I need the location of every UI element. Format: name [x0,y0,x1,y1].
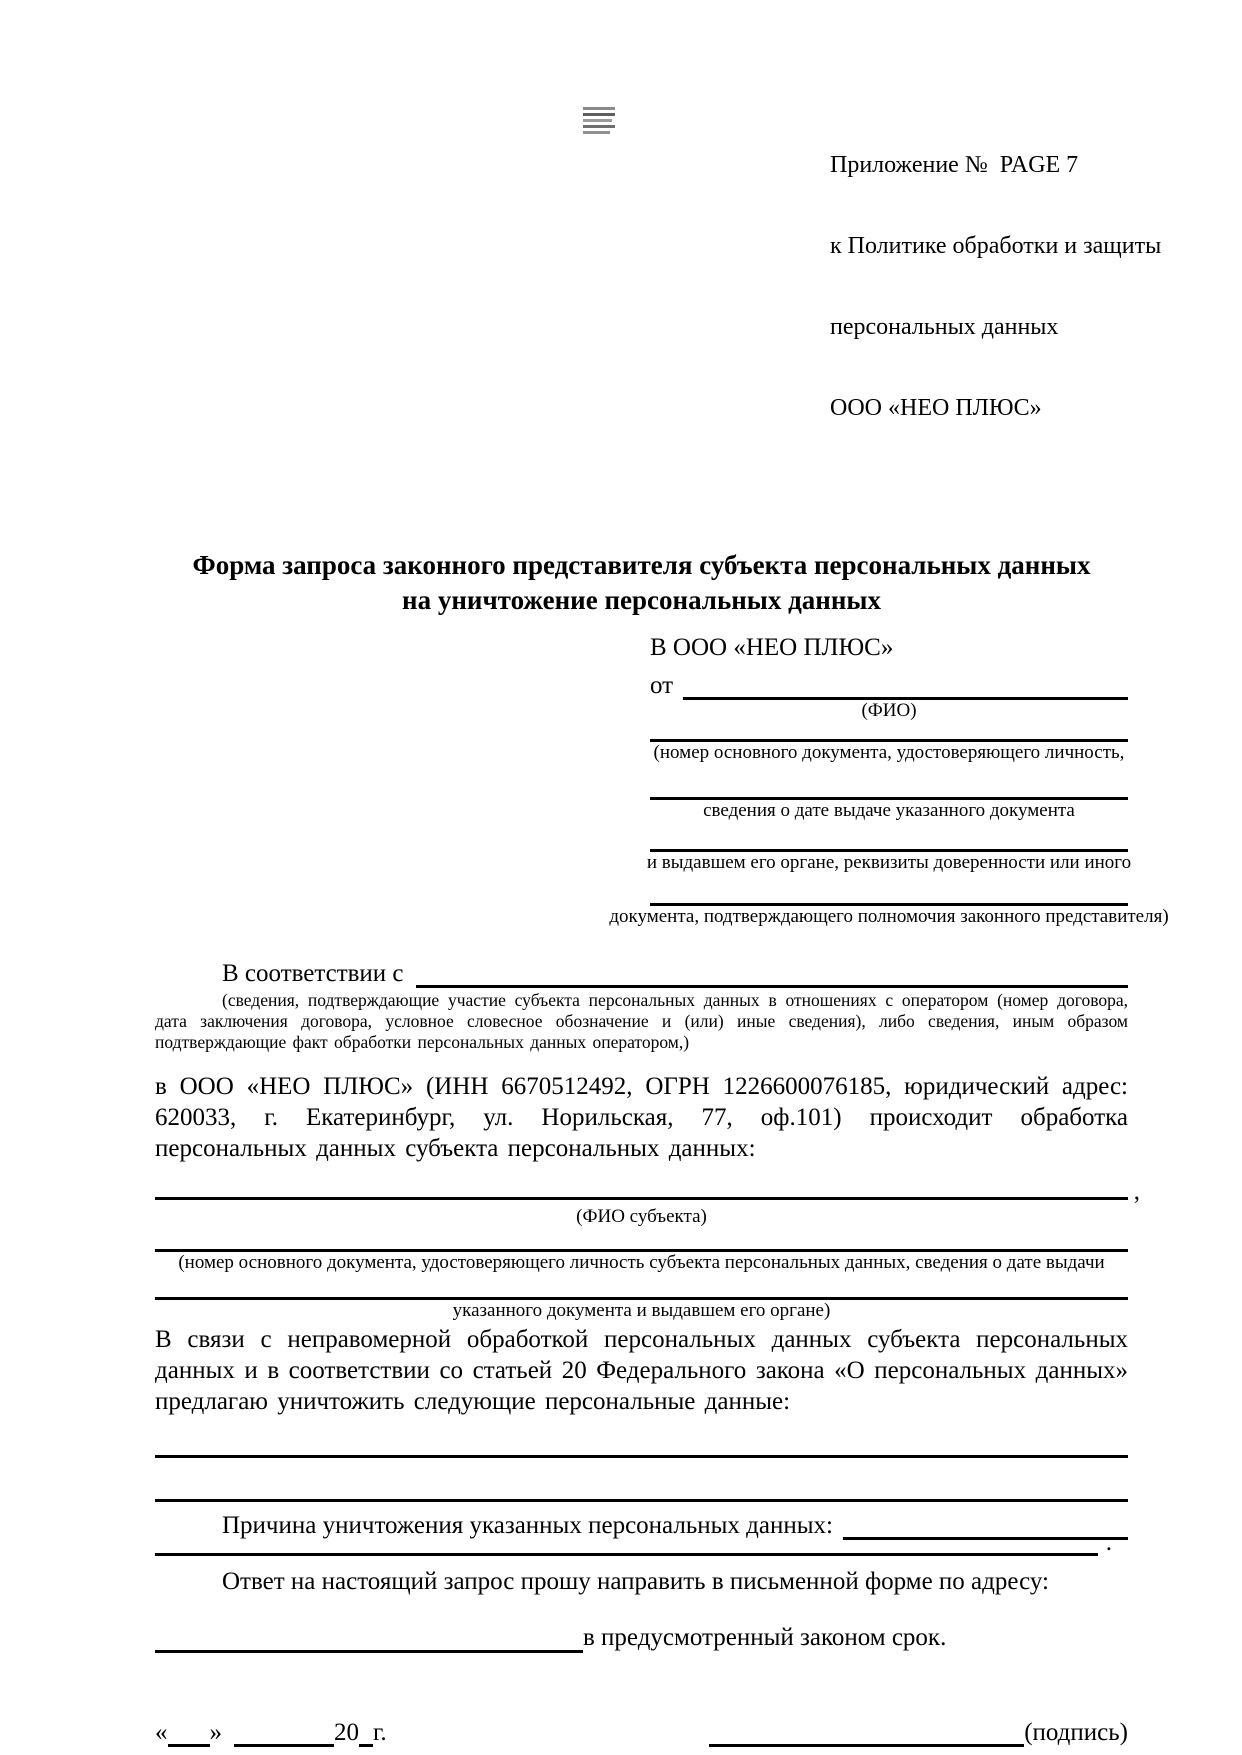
accordance-footnote: (сведения, подтверждающие участие субъекта персональных данных в отношениях с оператором (номер договора, дата заключения договора, условное словесное обозначение и (или) иные сведения), либо сведения, иным образом подтверждающие факт обработки персональных данных оператором,) [155,990,1128,1052]
subject-doc-authority-blank-line [155,1274,1128,1300]
signature-caption: (подпись) [1024,1718,1128,1746]
year-suffix: г. [373,1718,387,1746]
reason-end-period: . [1105,1528,1112,1556]
accordance-row [155,956,1128,988]
accordance-blank-line [416,953,1128,988]
representative-doc-authority-blank-line [650,822,1128,852]
signature-row [155,1713,1128,1747]
caption-issue-date: сведения о дате выдаче указанного документа [703,800,1075,821]
reply-address-blank-line [155,1624,583,1653]
operator-paragraph: в ООО «НЕО ПЛЮС» (ИНН 6670512492, ОГРН 1226600076185, юридический адрес: 620033, г. Екатеринбург, ул. Норильская, 77, оф.101) происходит обработка персональных данных субъекта персональных данных: [155,1072,1128,1162]
caption-issuing-authority: и выдавшем его органе, реквизиты доверенности или иного [646,852,1132,873]
year-blank-line [359,1714,373,1747]
form-title-line2: на уничтожение персональных данных [402,585,881,615]
date-quote-close: » [209,1718,222,1746]
form-title [155,548,1128,618]
caption-doc-number: (номер основного документа, удостоверяющего личность, [653,742,1125,763]
caption-subject-doc-line2: указанного документа и выдавшем его органе) [452,1299,831,1321]
reply-tail: в предусмотренный законом срок. [583,1623,947,1651]
page-content [155,0,1169,1747]
form-title-line1: Форма запроса законного представителя субъекта персональных данных [192,550,1091,580]
representative-doc-number-blank-line [650,722,1128,742]
subject-fio-blank-line [155,1177,1140,1205]
accordance-lead: В соответствии с [222,960,404,987]
year-prefix: 20 [334,1718,359,1746]
addressee-organization: В ООО «НЕО ПЛЮС» [650,634,894,661]
personal-data-blank-line-2 [155,1458,1128,1502]
from-label: от [650,672,674,699]
reply-row [155,1622,1128,1653]
representative-doc-issue-date-blank-line [650,764,1128,800]
signature-field [709,1714,1128,1747]
representative-fio-blank-line [683,661,1128,700]
addressee-block [609,632,1169,928]
day-blank-line [168,1714,210,1747]
appendix-number-line: Приложение № PAGE 7 [830,152,1079,178]
month-blank-line [234,1714,334,1747]
reason-row [155,1502,1128,1540]
subject-line-comma: , [1133,1177,1140,1205]
appendix-header-block [830,98,1162,476]
authority-document-blank-line [650,874,1128,906]
caption-fio: (ФИО) [861,700,917,721]
caption-subject-doc-line1: (номер основного документа, удостоверяющего личность субъекта персональных данных, сведения о дате выдачи [178,1251,1105,1273]
organization-name: ООО «НЕО ПЛЮС» [830,395,1042,421]
destruction-request-paragraph: В связи с неправомерной обработкой персональных данных субъекта персональных данных и в соответствии со статьей 20 Федерального закона «О персональных данных» предлагаю уничтожить следующие персональные данные: [155,1325,1128,1415]
reason-blank-line [843,1499,1128,1540]
caption-subject-fio: (ФИО субъекта) [576,1205,707,1227]
subject-doc-number-blank-line [155,1228,1128,1252]
from-row [650,664,1128,700]
signature-blank-line [709,1714,1024,1747]
policy-reference-line2: персональных данных [830,314,1059,340]
reason-continuation-blank-line [155,1528,1112,1556]
reply-lead: Ответ на настоящий запрос прошу направить в письменной форме по адресу: [222,1567,1049,1595]
personal-data-blank-line-1 [155,1442,1128,1458]
date-quote-open: « [155,1718,168,1746]
caption-authority-document: документа, подтверждающего полномочия законного представителя) [609,906,1169,927]
date-field [155,1714,387,1747]
policy-reference-line1: к Политике обработки и защиты [830,233,1162,259]
reason-lead: Причина уничтожения указанных персональных данных: [222,1511,833,1539]
